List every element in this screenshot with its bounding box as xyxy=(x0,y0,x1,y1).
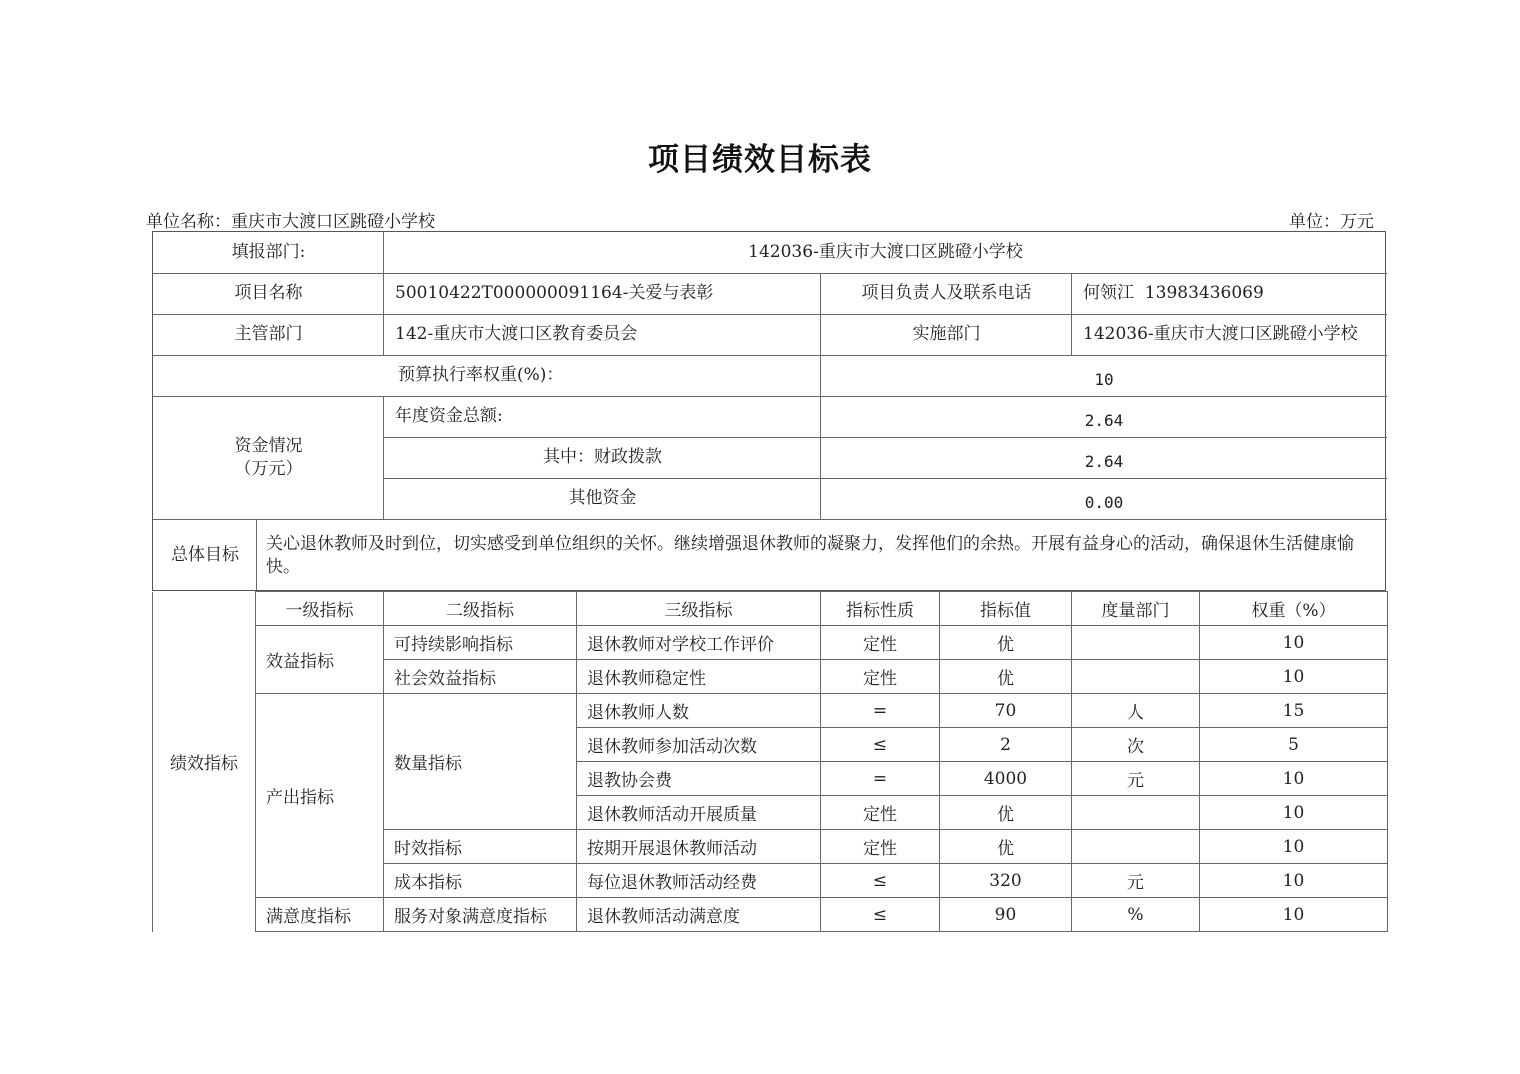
header-level2: 二级指标 xyxy=(384,592,577,626)
table-row xyxy=(153,694,1388,728)
total-funds-value: 2.64 xyxy=(1084,410,1124,430)
project-name-value: 50010422T000000091164-关爱与表彰 xyxy=(395,283,714,304)
unit-cell: 元 xyxy=(1072,762,1200,796)
value-cell: 优 xyxy=(940,796,1072,830)
other-funds-label: 其他资金 xyxy=(568,488,637,509)
level2-timeliness: 时效指标 xyxy=(384,830,577,864)
value-cell: 320 xyxy=(940,864,1072,898)
info-table xyxy=(152,231,1386,591)
weight-cell: 10 xyxy=(1200,830,1388,864)
owner-value: 何领江 13983436069 xyxy=(1083,283,1264,304)
unit-cell: 元 xyxy=(1072,864,1200,898)
level1-benefit: 效益指标 xyxy=(256,626,384,694)
goal-text: 关心退休教师及时到位，切实感受到单位组织的关怀。继续增强退休教师的凝聚力，发挥他们的余热。开展有益身心的活动，确保退休生活健康愉快。 xyxy=(266,533,1354,577)
unit-cell: 人 xyxy=(1072,694,1200,728)
level1-output: 产出指标 xyxy=(256,694,384,898)
header-level1: 一级指标 xyxy=(256,592,384,626)
funds-label-line2: （万元） xyxy=(234,458,303,479)
fiscal-funds-value: 2.64 xyxy=(1084,451,1124,471)
unit-name: 单位名称：重庆市大渡口区跳磴小学校 xyxy=(146,212,435,232)
value-cell: 90 xyxy=(940,898,1072,932)
admin-dept-label: 主管部门 xyxy=(234,324,303,345)
level1-satisfaction: 满意度指标 xyxy=(256,898,384,932)
level3-item: 退休教师参加活动次数 xyxy=(577,728,821,762)
page-title: 项目绩效目标表 xyxy=(648,142,872,178)
admin-dept-value: 142-重庆市大渡口区教育委员会 xyxy=(395,324,638,345)
nature-cell: ≤ xyxy=(821,898,940,932)
level3-item: 按期开展退休教师活动 xyxy=(577,830,821,864)
level3-item: 退休教师活动开展质量 xyxy=(577,796,821,830)
dept-value: 142036-重庆市大渡口区跳磴小学校 xyxy=(748,242,1023,263)
impl-dept-value: 142036-重庆市大渡口区跳磴小学校 xyxy=(1083,324,1358,345)
nature-cell: 定性 xyxy=(821,626,940,660)
weight-cell: 10 xyxy=(1200,864,1388,898)
value-cell: 4000 xyxy=(940,762,1072,796)
owner-label: 项目负责人及联系电话 xyxy=(861,283,1032,304)
weight-cell: 10 xyxy=(1200,762,1388,796)
level2-sustainable: 可持续影响指标 xyxy=(384,626,577,660)
weight-cell: 5 xyxy=(1200,728,1388,762)
header-row xyxy=(153,592,1388,626)
level2-social: 社会效益指标 xyxy=(384,660,577,694)
nature-cell: ≤ xyxy=(821,864,940,898)
project-name-label: 项目名称 xyxy=(234,283,303,304)
funds-label-line1: 资金情况 xyxy=(234,435,303,456)
budget-weight-value: 10 xyxy=(1094,369,1114,389)
fiscal-funds-label: 其中：财政拨款 xyxy=(543,447,662,468)
unit-cell: % xyxy=(1072,898,1200,932)
unit-label: 单位：万元 xyxy=(1289,212,1374,232)
level3-item: 退休教师人数 xyxy=(577,694,821,728)
weight-cell: 10 xyxy=(1200,898,1388,932)
unit-cell xyxy=(1072,796,1200,830)
level2-service-satisfaction: 服务对象满意度指标 xyxy=(384,898,577,932)
impl-dept-label: 实施部门 xyxy=(912,324,981,345)
table-row xyxy=(153,898,1388,932)
goal-label: 总体目标 xyxy=(171,545,239,566)
header-weight: 权重（%） xyxy=(1200,592,1388,626)
level3-item: 退休教师活动满意度 xyxy=(577,898,821,932)
unit-cell xyxy=(1072,660,1200,694)
value-cell: 2 xyxy=(940,728,1072,762)
dept-label: 填报部门: xyxy=(231,242,306,263)
value-cell: 70 xyxy=(940,694,1072,728)
unit-cell xyxy=(1072,830,1200,864)
performance-table xyxy=(152,591,1388,932)
total-funds-label: 年度资金总额: xyxy=(395,406,503,427)
header-nature: 指标性质 xyxy=(821,592,940,626)
header-unit: 度量部门 xyxy=(1072,592,1200,626)
value-cell: 优 xyxy=(940,626,1072,660)
budget-weight-label: 预算执行率权重(%)： xyxy=(398,365,564,386)
perf-section-label: 绩效指标 xyxy=(153,592,256,932)
nature-cell: = xyxy=(821,762,940,796)
weight-cell: 10 xyxy=(1200,796,1388,830)
table-row xyxy=(153,626,1388,660)
weight-cell: 10 xyxy=(1200,660,1388,694)
nature-cell: = xyxy=(821,694,940,728)
header-value: 指标值 xyxy=(940,592,1072,626)
header-level3: 三级指标 xyxy=(577,592,821,626)
funds-label xyxy=(153,396,384,519)
level3-item: 退休教师对学校工作评价 xyxy=(577,626,821,660)
value-cell: 优 xyxy=(940,660,1072,694)
unit-cell: 次 xyxy=(1072,728,1200,762)
nature-cell: 定性 xyxy=(821,796,940,830)
nature-cell: 定性 xyxy=(821,660,940,694)
level3-item: 退休教师稳定性 xyxy=(577,660,821,694)
nature-cell: ≤ xyxy=(821,728,940,762)
weight-cell: 15 xyxy=(1200,694,1388,728)
value-cell: 优 xyxy=(940,830,1072,864)
other-funds-value: 0.00 xyxy=(1084,492,1124,512)
nature-cell: 定性 xyxy=(821,830,940,864)
level3-item: 退教协会费 xyxy=(577,762,821,796)
level2-quantity: 数量指标 xyxy=(384,694,577,830)
level3-item: 每位退休教师活动经费 xyxy=(577,864,821,898)
weight-cell: 10 xyxy=(1200,626,1388,660)
level2-cost: 成本指标 xyxy=(384,864,577,898)
unit-cell xyxy=(1072,626,1200,660)
